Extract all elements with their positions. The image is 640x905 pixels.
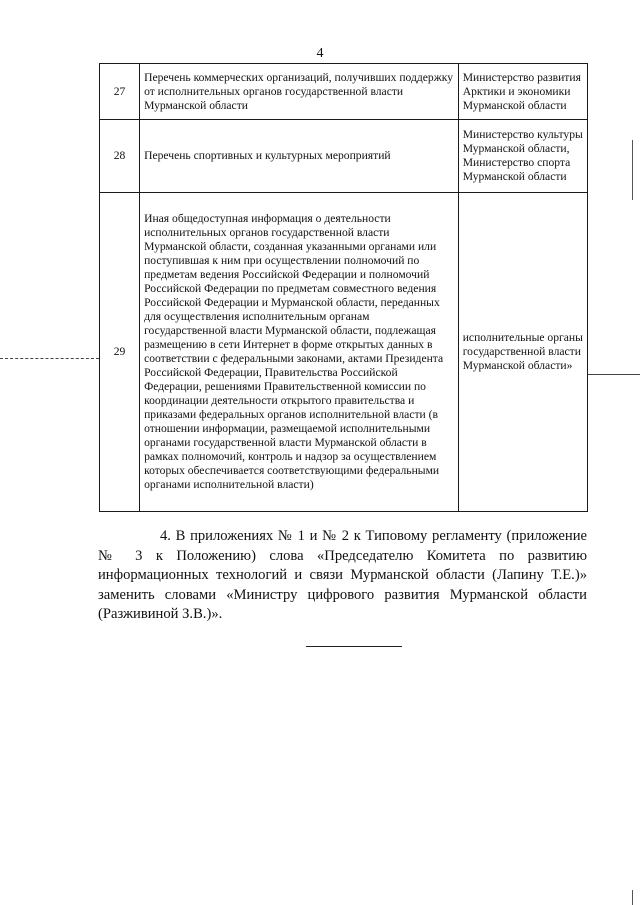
row-organization: исполнительные органы государственной власти Мурманской области» — [458, 193, 587, 512]
info-table — [99, 63, 588, 512]
page-number: 4 — [316, 46, 324, 61]
row-description: Перечень спортивных и культурных мероприятий — [140, 120, 459, 193]
table-row — [100, 64, 588, 120]
row-number: 28 — [100, 120, 140, 193]
scan-artifact-margin-mark — [632, 890, 633, 905]
row-number: 27 — [100, 64, 140, 120]
scan-artifact-line-left — [0, 358, 99, 359]
table-row — [100, 193, 588, 512]
closing-rule — [306, 646, 402, 647]
table-row — [100, 120, 588, 193]
scan-artifact-line-right — [588, 374, 640, 375]
row-description: Перечень коммерческих организаций, получивших поддержку от исполнительных органов государственной власти Мурманской области — [140, 64, 459, 120]
row-organization: Министерство развития Арктики и экономики Мурманской области — [458, 64, 587, 120]
row-organization: Министерство культуры Мурманской области, Министерство спорта Мурманской области — [458, 120, 587, 193]
amendment-paragraph: 4. В приложениях № 1 и № 2 к Типовому регламенту (приложение № 3 к Положению) слова «Председателю Комитета по развитию информационных технологий и связи Мурманской области (Лапину Т.Е.)» заменить словами «Министру цифрового развития Мурманской области (Разживиной З.В.)». — [98, 528, 587, 622]
row-description: Иная общедоступная информация о деятельности исполнительных органов государственной власти Мурманской области, созданная указанными органами или поступившая к ним при осуществлении полномочий по предметам ведения Российской Федерации и полномочий Российской Федерации по предметам совместного ведения Российской Федерации и Мурманской области, переданных для осуществления исполнительным органам государственной власти Мурманской области, подлежащая размещению в сети Интернет в форме открытых данных в соответствии с федеральными законами, актами Президента Российской Федерации, Правительства Российской Федерации, решениями Правительственной комиссии по координации деятельности открытого правительства и приказами федеральных органов исполнительной власти (в отношении информации, размещаемой исполнительными органами государственной власти Мурманской области в рамках полномочий, контроль и надзор за осуществлением которых обеспечивается соответствующими федеральными органами исполнительной власти) — [140, 193, 459, 512]
scan-artifact-margin-mark — [632, 140, 633, 200]
row-number: 29 — [100, 193, 140, 512]
